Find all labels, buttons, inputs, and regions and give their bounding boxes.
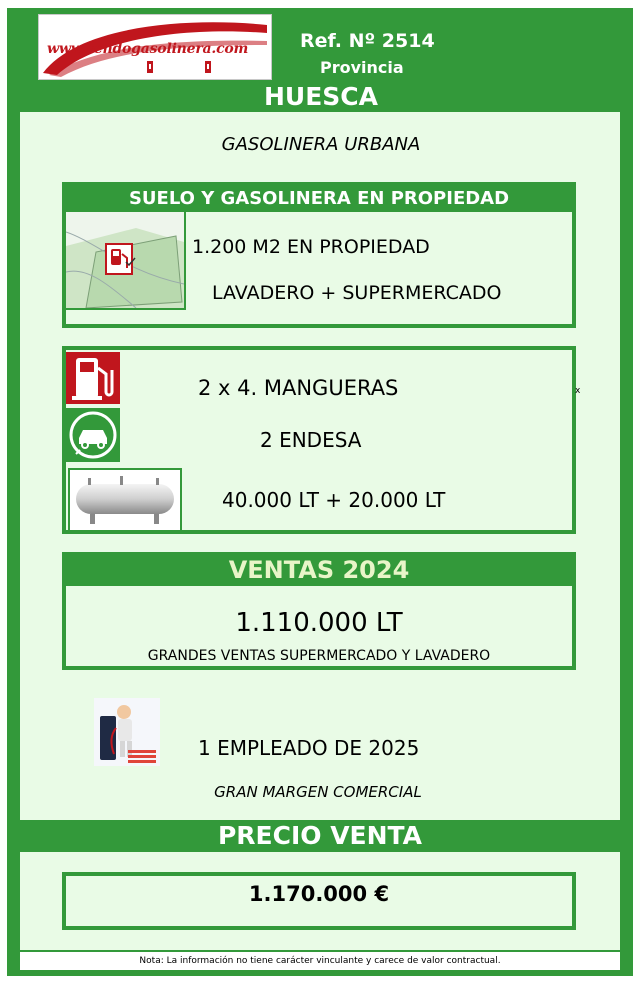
- x-mark: x: [575, 386, 581, 396]
- listing-type: GASOLINERA URBANA: [221, 134, 421, 155]
- price-title: PRECIO VENTA: [217, 821, 423, 850]
- sales-volume: 1.110.000 LT: [235, 608, 403, 638]
- reference-number: Ref. Nº 2514: [300, 30, 435, 52]
- province-label: Provincia: [320, 58, 404, 77]
- ev-charging-icon: [66, 408, 120, 462]
- property-area: 1.200 M2 EN PROPIEDAD: [192, 236, 430, 258]
- fuel-pump-icon: [66, 352, 120, 404]
- hoses-count: 2 x 4. MANGUERAS: [198, 376, 399, 400]
- logo-text: www.vendogasolinera.com: [47, 41, 249, 57]
- disclaimer-note: Nota: La información no tiene carácter vinculante y carece de valor contractual.: [20, 952, 620, 970]
- equipment-box: [62, 346, 576, 534]
- sales-box-body: [66, 586, 572, 666]
- property-services: LAVADERO + SUPERMERCADO: [212, 282, 502, 304]
- price-value: 1.170.000 €: [248, 882, 390, 906]
- brand-logo[interactable]: [38, 14, 272, 80]
- price-box-body: [66, 876, 572, 926]
- tanks-capacity: 40.000 LT + 20.000 LT: [222, 488, 446, 512]
- property-box-title: SUELO Y GASOLINERA EN PROPIEDAD: [128, 188, 510, 209]
- property-box: [62, 182, 576, 328]
- price-box: [62, 872, 576, 930]
- employee-count: 1 EMPLEADO DE 2025: [198, 736, 420, 760]
- equipment-box-body: [66, 350, 572, 530]
- employee-illustration-icon: [94, 698, 160, 766]
- fuel-tank-icon: [68, 468, 182, 532]
- sales-title: VENTAS 2024: [228, 556, 410, 584]
- margin-note: GRAN MARGEN COMERCIAL: [214, 783, 422, 801]
- region-title: HUESCA: [263, 82, 378, 111]
- sales-note: GRANDES VENTAS SUPERMERCADO Y LAVADERO: [147, 648, 491, 664]
- chargers-count: 2 ENDESA: [260, 428, 362, 452]
- site-plan-map-icon: [66, 212, 186, 310]
- property-box-body: [66, 212, 572, 324]
- sales-box: [62, 552, 576, 670]
